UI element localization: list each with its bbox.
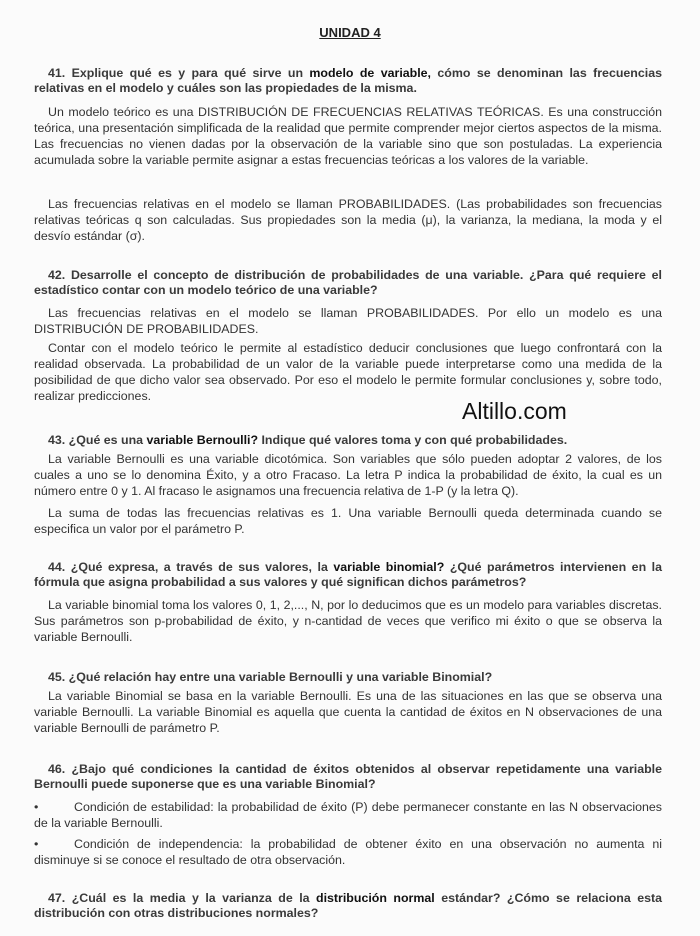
question-text: Desarrolle el concepto de distribución de probabilidades de una variable. ¿Para qué requiere el estadístico contar con un modelo teórico de una variable? — [34, 268, 662, 297]
question-number: 43. — [48, 433, 66, 447]
answer-43-paragraph-1: La variable Bernoulli es una variable dicotómica. Son variables que sólo pueden adoptar 2 valores, de los cuales a uno se lo denomina Éxito, y a otro Fracaso. La letra P indica la probabilidad de éxito, la cual es un número entre 0 y 1. Al fracaso le asignamos una frecuencia relativa de 1-P (y la letra Q). — [34, 452, 662, 498]
question-keyword: modelo de variable, — [309, 66, 431, 80]
question-number: 45. — [48, 670, 66, 684]
question-text: Explique qué es y para qué sirve un — [65, 66, 310, 80]
question-text: ¿Qué parámetros intervienen en la fórmula que asigna probabilidad a sus valores y qué significan dichos parámetros? — [34, 560, 663, 589]
question-text: Indique qué valores toma y con qué probabilidades. — [258, 433, 568, 447]
bullet-item-stability — [34, 799, 662, 831]
question-46 — [34, 762, 662, 792]
question-45 — [34, 670, 662, 685]
question-number: 44. — [48, 560, 66, 574]
question-number: 46. — [48, 762, 66, 776]
page-title: UNIDAD 4 — [319, 25, 381, 40]
bullet-icon: • — [34, 837, 39, 851]
bullet-text: Condición de independencia: la probabilidad de obtener éxito en una observación no aumenta ni disminuye si se conoce el resultado de otra observación. — [34, 837, 662, 867]
answer-42-paragraph-2: Contar con el modelo teórico le permite al estadístico deducir conclusiones que luego confrontará con la realidad observada. La probabilidad de un valor de la variable puede interpretarse como una medida de la posibilidad de que dicho valor sea observado. Por eso el modelo le permite formular conclusiones y, sobre todo, realizar predicciones. — [34, 341, 662, 403]
question-number: 42. — [48, 268, 66, 282]
question-keyword: variable binomial? — [333, 560, 445, 574]
question-41 — [34, 66, 662, 96]
question-text: ¿Cuál es la media y la varianza de la — [65, 891, 317, 905]
question-44 — [34, 560, 662, 590]
question-keyword: distribución normal — [316, 891, 435, 905]
watermark: Altillo.com — [462, 398, 567, 424]
answer-45-paragraph-1: La variable Binomial se basa en la variable Bernoulli. Es una de las situaciones en las que se observa una variable Bernoulli. La variable Binomial es aquella que cuenta la cantidad de éxitos en N observaciones de una variable Bernoulli de parámetro P. — [34, 689, 662, 735]
question-47 — [34, 891, 662, 921]
answer-42-paragraph-1: Las frecuencias relativas en el modelo se llaman PROBABILIDADES. Por ello un modelo es una DISTRIBUCIÓN DE PROBABILIDADES. — [34, 306, 662, 336]
question-text: cómo se denominan las frecuencias relativas en el modelo y cuáles son las propiedades de la misma. — [34, 66, 662, 95]
bullet-icon: • — [34, 800, 39, 814]
question-text: ¿Qué es una — [65, 433, 147, 447]
question-text: estándar? ¿Cómo se relaciona esta distribución con otras distribuciones normales? — [34, 891, 663, 920]
question-text: ¿Bajo qué condiciones la cantidad de éxitos obtenidos al observar repetidamente una variable Bernoulli puede suponerse que es una variable Binomial? — [34, 762, 662, 791]
question-text: ¿Qué relación hay entre una variable Bernoulli y una variable Binomial? — [65, 670, 493, 684]
question-number: 41. — [48, 66, 66, 80]
question-keyword: variable Bernoulli? — [146, 433, 259, 447]
question-number: 47. — [48, 891, 66, 905]
answer-41-paragraph-1: Un modelo teórico es una DISTRIBUCIÓN DE FRECUENCIAS RELATIVAS TEÓRICAS. Es una construcción teórica, una presentación simplificada de la realidad que permite comprender mejor ciertos aspectos de la misma. Las frecuencias no vienen dadas por la observación de la variable sino que son postuladas. La experiencia acumulada sobre la variable permite asignar a estas frecuencias teóricas a los valores de la variable. — [34, 105, 662, 167]
question-text: ¿Qué expresa, a través de sus valores, la — [65, 560, 334, 574]
bullet-text: Condición de estabilidad: la probabilidad de éxito (P) debe permanecer constante en las N observaciones de la variable Bernoulli. — [34, 800, 662, 830]
answer-41-paragraph-2: Las frecuencias relativas en el modelo se llaman PROBABILIDADES. (Las probabilidades son frecuencias relativas teóricas q son calculadas. Sus propiedades son la media (μ), la varianza, la mediana, la moda y el desvío estándar (σ). — [34, 197, 662, 243]
bullet-item-independence — [34, 836, 662, 868]
answer-43-paragraph-2: La suma de todas las frecuencias relativas es 1. Una variable Bernoulli queda determinada cuando se especifica un valor por el parámetro P. — [34, 506, 662, 536]
question-42 — [34, 268, 662, 298]
question-43 — [34, 433, 662, 448]
answer-44-paragraph-1: La variable binomial toma los valores 0, 1, 2,..., N, por lo deducimos que es un modelo para variables discretas. Sus parámetros son p-probabilidad de éxito, y n-cantidad de veces que verifico mi éxito o que se observa la variable Bernoulli. — [34, 598, 662, 644]
